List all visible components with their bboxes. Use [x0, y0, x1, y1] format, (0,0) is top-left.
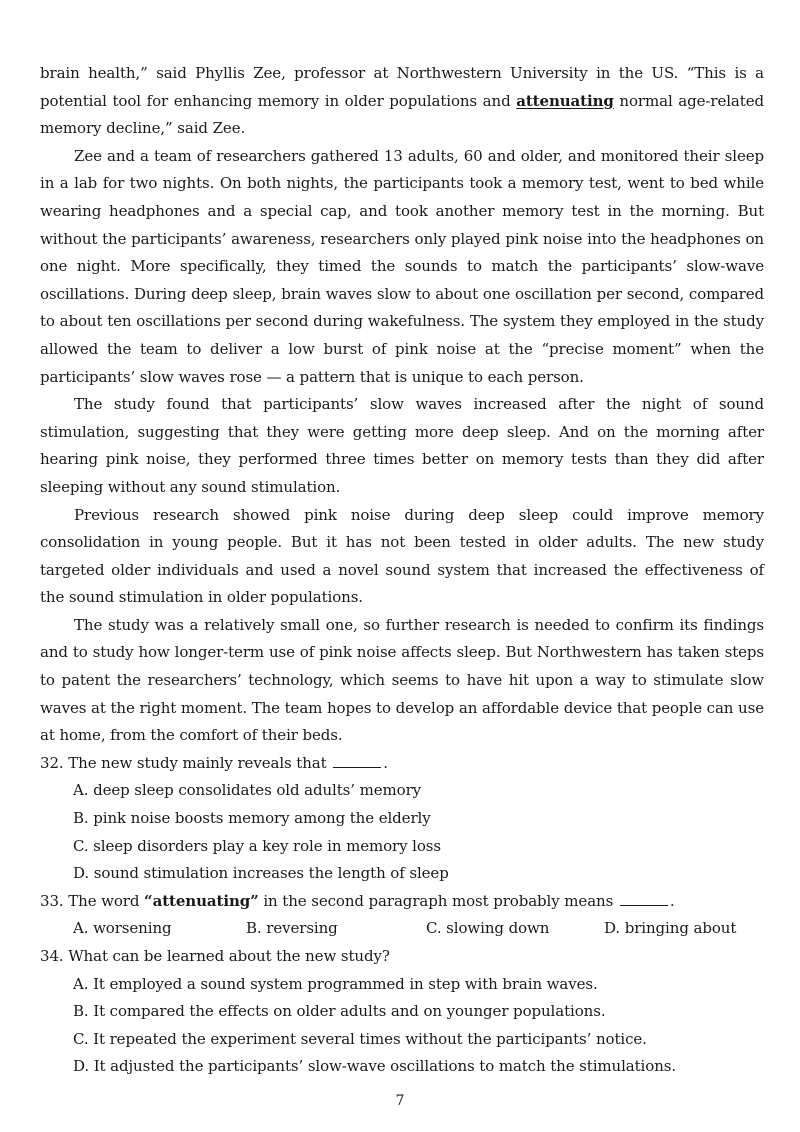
passage-paragraph-5: The study was a relatively small one, so further research is needed to confirm its findings and to study how longer-term use of pink noise affects sleep. But Northwestern has taken steps to patent the researchers’ technology, which seems to have hit upon a way to stimulate slow waves at the right moment. The team hopes to develop an affordable device that people can use at home, from the comfort of their beds. [40, 615, 764, 745]
question-33-stem-text: 33. The word [40, 891, 145, 910]
question-33-option-c[interactable]: C. slowing down [426, 919, 550, 938]
keyword-attenuating: attenuating [516, 91, 614, 110]
question-33-stem-end: . [669, 891, 675, 910]
question-32 [40, 750, 764, 888]
question-33-options [40, 915, 764, 943]
question-33-option-d[interactable]: D. bringing about [604, 919, 737, 938]
question-34 [40, 943, 764, 1081]
question-34-option-c[interactable]: C. It repeated the experiment several times without the participants’ notice. [73, 1029, 647, 1048]
question-32-option-d[interactable]: D. sound stimulation increases the length of sleep [73, 864, 449, 883]
question-34-option-d[interactable]: D. It adjusted the participants’ slow-wave oscillations to match the stimulations. [73, 1057, 677, 1076]
question-33-option-a[interactable]: A. worsening [73, 919, 172, 938]
question-33-stem-middle: in the second paragraph most probably means [258, 891, 618, 910]
passage-paragraph-4: Previous research showed pink noise during deep sleep could improve memory consolidation in young people. But it has not been tested in older adults. The new study targeted older individuals and used a novel sound system that increased the effectiveness of the sound stimulation in older populations. [40, 505, 764, 607]
question-32-stem [40, 750, 764, 778]
question-32-option-b[interactable]: B. pink noise boosts memory among the elderly [73, 809, 431, 828]
passage-paragraph-2: Zee and a team of researchers gathered 13 adults, 60 and older, and monitored their sleep in a lab for two nights. On both nights, the participants took a memory test, went to bed while wearing headphones and a special cap, and took another memory test in the morning. But without the participants’ awareness, researchers only played pink noise into the headphones on one night. More specifically, they timed the sounds to match the participants’ slow-wave oscillations. During deep sleep, brain waves slow to about one oscillation per second, compared to about ten oscillations per second during wakefulness. The system they employed in the study allowed the team to deliver a low burst of pink noise at the “precise moment” when the participants’ slow waves rose — a pattern that is unique to each person. [40, 146, 764, 386]
paragraph-1-text-end: normal age-related memory decline,” said Zee. [40, 91, 764, 138]
answer-blank [620, 891, 668, 906]
answer-blank [333, 753, 381, 768]
question-33-stem [40, 888, 764, 916]
question-34-option-b[interactable]: B. It compared the effects on older adults and on younger populations. [73, 1002, 606, 1021]
question-32-stem-end: . [383, 753, 388, 772]
question-32-option-c[interactable]: C. sleep disorders play a key role in memory loss [73, 836, 441, 855]
question-33-option-b[interactable]: B. reversing [246, 919, 338, 938]
page-number: 7 [395, 1093, 405, 1109]
question-32-stem-text: 32. The new study mainly reveals that [40, 753, 332, 772]
paragraph-1-text-start: brain health,” said Phyllis Zee, professor at Northwestern University in the US. “This is a potential tool for enhancing memory in older populations and [40, 64, 764, 110]
question-34-stem: 34. What can be learned about the new study? [40, 947, 390, 965]
passage-paragraph-1 [40, 60, 764, 143]
exam-page [40, 60, 764, 1081]
question-33-keyword: “attenuating” [144, 891, 259, 910]
question-34-option-a[interactable]: A. It employed a sound system programmed in step with brain waves. [73, 974, 598, 993]
question-33 [40, 888, 764, 943]
question-32-option-a[interactable]: A. deep sleep consolidates old adults’ memory [73, 781, 422, 800]
passage-paragraph-3: The study found that participants’ slow waves increased after the night of sound stimulation, suggesting that they were getting more deep sleep. And on the morning after hearing pink noise, they performed three times better on memory tests than they did after sleeping without any sound stimulation. [40, 395, 764, 496]
